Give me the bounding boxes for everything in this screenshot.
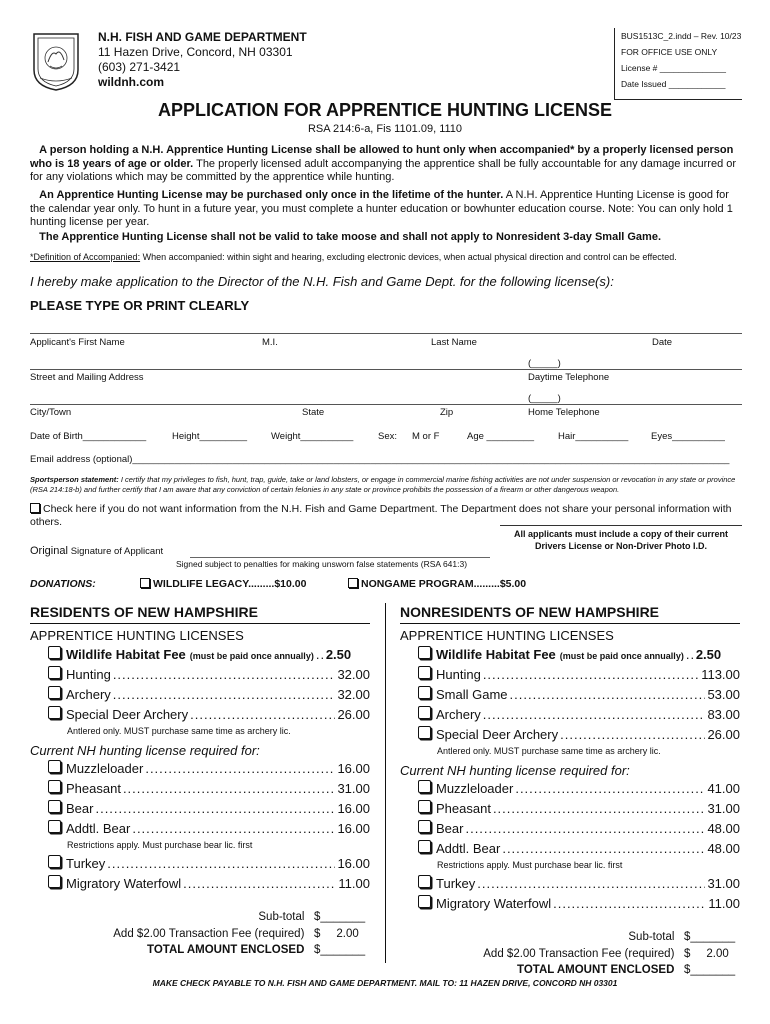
form-title: APPLICATION FOR APPRENTICE HUNTING LICENSE — [157, 100, 613, 120]
nonres-current-license-note: Current NH hunting license required for: — [400, 763, 630, 778]
nonres-license-row[interactable] — [418, 840, 740, 860]
nonres-license-checkbox[interactable] — [418, 895, 431, 908]
res-license-name: Hunting — [66, 667, 111, 682]
nonres-license-checkbox[interactable] — [418, 706, 431, 719]
res-fee-value: $ 2.00 — [314, 927, 359, 940]
res-habitat-name: Wildlife Habitat Fee — [66, 647, 186, 662]
nonres-license-name: Small Game — [436, 687, 508, 702]
res-license-checkbox[interactable] — [48, 875, 61, 888]
nonres-leader-dots — [493, 801, 706, 816]
nonres-leader-dots — [510, 687, 706, 702]
date-label: Date — [652, 337, 673, 348]
intro-2-rest: A N.H. Apprentice Hunting License is good for the calendar year only. To hunt in a future year, you must complete a hunter education or bowhunter education course. Note: You can only hold 1 hunting license per year. — [30, 189, 733, 228]
license-number-field: License # ______________ — [621, 63, 726, 73]
res-leader-dots — [145, 761, 335, 776]
nonres-total-value[interactable]: $_______ — [684, 964, 736, 976]
residents-rule — [30, 623, 370, 624]
city-input-line[interactable] — [30, 404, 742, 405]
department-address: 11 Hazen Drive, Concord, NH 03301 — [98, 45, 293, 59]
nonres-subtotal-value[interactable]: $_______ — [684, 931, 736, 943]
nonres-fee-value: $ 2.00 — [684, 947, 729, 960]
res-antlered-note: Antlered only. MUST purchase same time as archery lic. — [67, 726, 291, 736]
street-label: Street and Mailing Address — [30, 372, 144, 383]
res-habitat-row[interactable] — [48, 646, 370, 666]
res-leader-dots — [123, 781, 336, 796]
res-fee-label: Add $2.00 Transaction Fee (required) — [113, 927, 305, 940]
intro-1-bold: A person holding a N.H. Apprentice Hunting License shall be allowed to hunt only when accompanied* by a properly licensed person who is 18 years of age or older. — [30, 144, 734, 170]
nonres-license-checkbox[interactable] — [418, 780, 431, 793]
nonres-license-price: 53.00 — [707, 687, 740, 702]
nonres-license-checkbox[interactable] — [418, 875, 431, 888]
nonres-license-name: Muzzleloader — [436, 781, 514, 796]
res-license-row[interactable] — [48, 706, 370, 726]
signature-note: Signed subject to penalties for making unsworn false statements (RSA 641:3) — [176, 559, 468, 569]
res-license-checkbox[interactable] — [48, 760, 61, 773]
weight-field[interactable]: Weight__________ — [271, 431, 354, 442]
home-phone-label: Home Telephone — [528, 407, 600, 418]
res-license-price: 32.00 — [337, 667, 370, 682]
name-input-line[interactable] — [30, 333, 742, 334]
res-license-row[interactable] — [48, 875, 370, 895]
nonres-license-name: Migratory Waterfowl — [436, 896, 552, 911]
signature-line[interactable] — [190, 557, 490, 558]
res-license-price: 16.00 — [337, 761, 370, 776]
department-name: N.H. FISH AND GAME DEPARTMENT — [98, 30, 307, 44]
nonresidents-subheading: APPRENTICE HUNTING LICENSES — [400, 628, 614, 643]
opt-out-checkbox[interactable] — [30, 503, 40, 513]
res-license-name: Muzzleloader — [66, 761, 144, 776]
mi-label: M.I. — [262, 337, 278, 348]
res-license-price: 26.00 — [337, 707, 370, 722]
form-id: BUS1513C_2.indd – Rev. 10/23 — [621, 31, 742, 41]
res-leader-dots — [183, 876, 336, 891]
nh-fish-game-seal — [30, 30, 82, 92]
nonres-license-row[interactable] — [418, 875, 740, 895]
nonres-license-price: 31.00 — [707, 801, 740, 816]
nonres-totals — [400, 929, 740, 979]
intro-3-bold: The Apprentice Hunting License shall not be valid to take moose and shall not apply to Nonresident 3-day Small Game. — [39, 231, 661, 243]
res-license-checkbox[interactable] — [48, 686, 61, 699]
nonres-license-checkbox[interactable] — [418, 666, 431, 679]
nonres-leader-dots — [465, 821, 705, 836]
res-license-price: 31.00 — [337, 781, 370, 796]
nonres-leader-dots — [477, 876, 705, 891]
res-license-row[interactable] — [48, 800, 370, 820]
sportsperson-text: I certify that my privileges to fish, hunt, trap, guide, take or land lobsters, or engage in commercial marine fishing activities are not under suspension or revocation in any state or province (RSA 214:18-b) and further certify that I am aware that any conviction of certain felonies in any state or province prohibits the possession of a firearm or other dangerous weapon. — [30, 475, 736, 494]
signature-of-applicant-label: Signature of Applicant — [70, 546, 164, 557]
daytime-phone-label: Daytime Telephone — [528, 372, 610, 383]
nonres-leader-dots — [483, 707, 706, 722]
res-subtotal-value[interactable]: $_______ — [314, 911, 366, 923]
res-license-checkbox[interactable] — [48, 820, 61, 833]
res-restrictions-note: Restrictions apply. Must purchase bear lic. first — [67, 840, 253, 850]
nonres-license-name: Archery — [436, 707, 481, 722]
nonres-leader-dots — [483, 667, 699, 682]
intro-2-bold: An Apprentice Hunting License may be purchased only once in the lifetime of the hunter. — [39, 189, 504, 201]
nonres-license-name: Bear — [436, 821, 464, 836]
res-total-value[interactable]: $_______ — [314, 944, 366, 956]
city-label: City/Town — [30, 407, 72, 418]
department-phone: (603) 271-3421 — [98, 60, 181, 74]
address-input-line[interactable] — [30, 369, 742, 370]
nonres-antlered-note: Antlered only. MUST purchase same time as archery lic. — [437, 746, 661, 756]
residents-subheading: APPRENTICE HUNTING LICENSES — [30, 628, 244, 643]
definition-label: *Definition of Accompanied: — [30, 252, 141, 262]
definition-accompanied — [30, 252, 742, 262]
age-field[interactable]: Age _________ — [467, 431, 535, 442]
res-totals — [30, 909, 370, 959]
nonres-leader-dots — [560, 727, 705, 742]
office-use-box — [614, 28, 742, 100]
wildlife-legacy-checkbox[interactable] — [140, 578, 150, 588]
res-license-checkbox[interactable] — [48, 800, 61, 813]
intro-paragraph-1 — [30, 144, 742, 185]
nonres-fee-label: Add $2.00 Transaction Fee (required) — [483, 947, 675, 960]
res-license-name: Migratory Waterfowl — [66, 876, 182, 891]
res-license-name: Turkey — [66, 856, 106, 871]
res-subtotal-label: Sub-total — [258, 911, 305, 923]
nonres-license-row[interactable] — [418, 666, 740, 686]
nongame-checkbox[interactable] — [348, 578, 358, 588]
res-license-checkbox[interactable] — [48, 666, 61, 679]
opt-out-text: Check here if you do not want information from the N.H. Fish and Game Department. The Department does not share your personal information with others. — [30, 503, 732, 528]
sex-label: Sex: — [378, 431, 398, 442]
nonres-license-price: 113.00 — [701, 667, 740, 682]
res-license-price: 11.00 — [338, 876, 370, 891]
hair-field[interactable]: Hair__________ — [558, 431, 629, 442]
nonres-license-row[interactable] — [418, 686, 740, 706]
nonres-license-name: Addtl. Bear — [436, 841, 501, 856]
nonres-total-label: TOTAL AMOUNT ENCLOSED — [517, 964, 675, 976]
nonresidents-rule — [400, 623, 740, 624]
nonres-license-row[interactable] — [418, 726, 740, 746]
res-license-checkbox[interactable] — [48, 706, 61, 719]
nonres-habitat-price: 2.50 — [695, 647, 722, 662]
res-license-name: Special Deer Archery — [66, 707, 189, 722]
eyes-field[interactable]: Eyes__________ — [651, 431, 725, 442]
wildlife-legacy-option[interactable] — [140, 578, 306, 590]
nonres-license-name: Hunting — [436, 667, 481, 682]
res-leader-dots — [113, 667, 336, 682]
res-license-name: Archery — [66, 687, 111, 702]
donations-label: DONATIONS: — [30, 578, 96, 590]
application-statement: I hereby make application to the Director of the N.H. Fish and Game Dept. for the following license(s): — [30, 274, 614, 289]
residents-section — [30, 604, 370, 959]
nonres-habitat-note: (must be paid once annually) — [559, 651, 684, 661]
res-license-checkbox[interactable] — [48, 855, 61, 868]
drivers-license-note: All applicants must include a copy of their current Drivers License or Non-Driver Photo I.D. — [500, 525, 742, 552]
department-header — [98, 30, 307, 90]
nonres-license-row[interactable] — [418, 780, 740, 800]
nonresidents-heading: NONRESIDENTS OF NEW HAMPSHIRE — [400, 604, 660, 620]
nonres-license-price: 48.00 — [707, 841, 740, 856]
res-license-price: 16.00 — [337, 821, 370, 836]
nonres-license-price: 41.00 — [707, 781, 740, 796]
res-habitat-note: (must be paid once annually) — [189, 651, 314, 661]
res-license-row[interactable] — [48, 760, 370, 780]
res-license-name: Pheasant — [66, 781, 121, 796]
nonres-license-checkbox[interactable] — [418, 686, 431, 699]
nonres-license-row[interactable] — [418, 800, 740, 820]
office-use-label: FOR OFFICE USE ONLY — [621, 47, 718, 57]
department-website: wildnh.com — [98, 75, 164, 89]
res-leader-dots — [132, 821, 335, 836]
nonres-license-checkbox[interactable] — [418, 800, 431, 813]
res-leader-dots — [95, 801, 335, 816]
height-field[interactable]: Height_________ — [172, 431, 248, 442]
nonres-license-checkbox[interactable] — [418, 820, 431, 833]
sportsperson-statement — [30, 475, 742, 495]
definition-text: When accompanied: within sight and hearing, excluding electronic devices, when actual physical direction and control can be effected. — [142, 252, 677, 262]
nonres-license-name: Pheasant — [436, 801, 491, 816]
sex-options[interactable]: M or F — [412, 431, 440, 442]
res-license-name: Addtl. Bear — [66, 821, 131, 836]
nonres-license-name: Turkey — [436, 876, 476, 891]
sportsperson-label: Sportsperson statement: — [30, 475, 119, 484]
rsa-reference: RSA 214:6-a, Fis 1101.09, 1110 — [307, 123, 463, 135]
res-license-price: 32.00 — [337, 687, 370, 702]
res-license-row[interactable] — [48, 686, 370, 706]
nonres-license-row[interactable] — [418, 820, 740, 840]
nonres-habitat-row[interactable] — [418, 646, 740, 666]
res-license-row[interactable] — [48, 820, 370, 840]
state-label: State — [302, 407, 325, 418]
res-license-name: Bear — [66, 801, 94, 816]
home-phone-paren: (_____) — [528, 393, 561, 404]
nonres-license-price: 11.00 — [708, 896, 740, 911]
nongame-text: NONGAME PROGRAM.........$5.00 — [361, 578, 527, 590]
res-license-checkbox[interactable] — [48, 780, 61, 793]
nonres-subtotal-label: Sub-total — [628, 931, 675, 943]
nonres-habitat-checkbox[interactable] — [418, 646, 431, 659]
mailing-instructions: MAKE CHECK PAYABLE TO N.H. FISH AND GAME DEPARTMENT. MAIL TO: 11 HAZEN DRIVE, CONCORD NH 03301 — [152, 978, 618, 988]
nonresidents-section — [400, 604, 740, 979]
nonres-license-row[interactable] — [418, 706, 740, 726]
res-leader-dots — [113, 687, 336, 702]
res-leader-dots — [190, 707, 335, 722]
nonres-license-checkbox[interactable] — [418, 726, 431, 739]
nonres-leader-dots — [502, 841, 705, 856]
res-leader-dots — [107, 856, 335, 871]
nonres-restrictions-note: Restrictions apply. Must purchase bear lic. first — [437, 860, 623, 870]
nonres-license-price: 26.00 — [707, 727, 740, 742]
first-name-label: Applicant's First Name — [30, 337, 125, 348]
wildlife-legacy-text: WILDLIFE LEGACY.........$10.00 — [153, 578, 307, 590]
nonres-license-name: Special Deer Archery — [436, 727, 559, 742]
res-habitat-checkbox[interactable] — [48, 646, 61, 659]
column-divider — [385, 603, 386, 963]
last-name-label: Last Name — [431, 337, 477, 348]
print-clearly-heading: PLEASE TYPE OR PRINT CLEARLY — [30, 298, 250, 313]
nonres-license-price: 31.00 — [707, 876, 740, 891]
res-license-row[interactable] — [48, 780, 370, 800]
nonres-license-price: 48.00 — [707, 821, 740, 836]
intro-1-rest: The properly licensed adult accompanying the apprentice shall be fully accountable for any damage incurred or for any violations which may be committed by the apprentice while hunting. — [30, 157, 737, 183]
email-field[interactable]: Email address (optional)_________________________________________________________________________________________________________________ — [30, 454, 730, 465]
dob-field[interactable]: Date of Birth____________ — [30, 431, 147, 442]
res-license-price: 16.00 — [337, 801, 370, 816]
residents-heading: RESIDENTS OF NEW HAMPSHIRE — [30, 604, 258, 620]
nonres-habitat-name: Wildlife Habitat Fee — [436, 647, 556, 662]
daytime-phone-paren: (_____) — [528, 358, 561, 369]
nongame-option[interactable] — [348, 578, 526, 590]
nonres-license-price: 83.00 — [707, 707, 740, 722]
res-license-row[interactable] — [48, 666, 370, 686]
nonres-leader-dots — [515, 781, 705, 796]
nonres-license-row[interactable] — [418, 895, 740, 915]
res-license-row[interactable] — [48, 855, 370, 875]
zip-label: Zip — [440, 407, 454, 418]
nonres-leader-dots — [553, 896, 706, 911]
intro-paragraph-2 — [30, 189, 742, 230]
original-label: Original — [30, 545, 68, 557]
intro-paragraph-3 — [30, 231, 742, 245]
date-issued-field: Date Issued ____________ — [621, 79, 726, 89]
res-total-label: TOTAL AMOUNT ENCLOSED — [147, 944, 305, 956]
res-habitat-price: 2.50 — [325, 647, 352, 662]
signature-label — [30, 545, 163, 557]
nonres-license-checkbox[interactable] — [418, 840, 431, 853]
res-current-license-note: Current NH hunting license required for: — [30, 743, 260, 758]
res-license-price: 16.00 — [337, 856, 370, 871]
